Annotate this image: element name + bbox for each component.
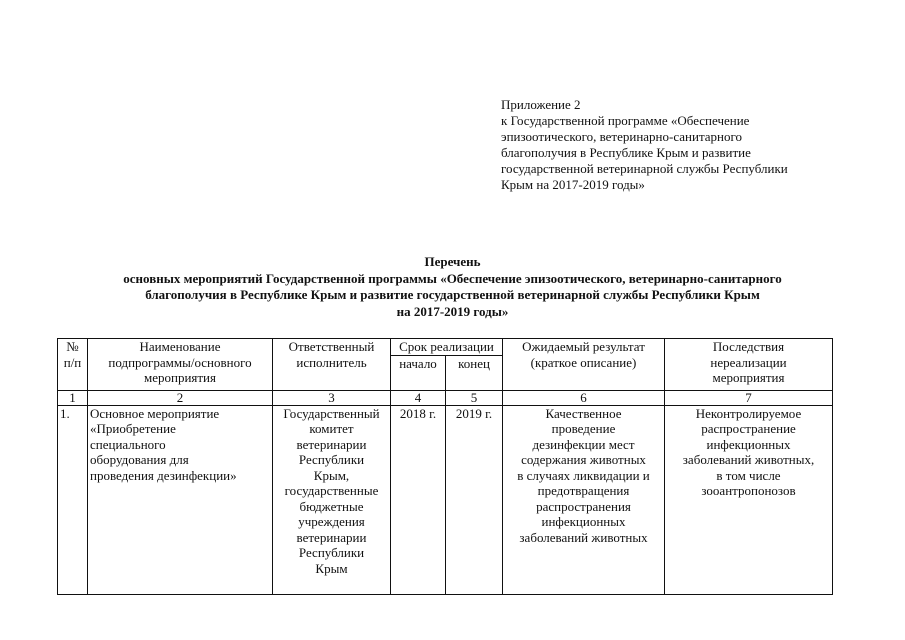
row-executor-line: комитет — [309, 421, 354, 436]
row-num: 1. — [58, 405, 88, 594]
row-executor-line: ветеринарии — [296, 436, 367, 452]
row-executor-line: Республики — [298, 545, 365, 560]
header-consequences-line: Последствия — [712, 339, 785, 354]
header-period: Срок реализации — [391, 339, 503, 356]
row-start: 2018 г. — [391, 405, 446, 594]
document-title — [40, 254, 865, 320]
title-line: благополучия в Республике Крым и развитие государственной ветеринарной службы Республики Крым — [145, 287, 760, 302]
title-line: Перечень — [424, 254, 481, 269]
row-name-line: Основное мероприятие — [90, 405, 220, 421]
header-name-line: Наименование — [139, 339, 221, 354]
row-consequences-line: зооантропонозов — [701, 483, 796, 498]
header-name-line: мероприятия — [143, 370, 216, 385]
row-name-line: «Приобретение — [90, 421, 176, 436]
header-name — [88, 339, 273, 391]
appendix-line: государственной ветеринарной службы Республики — [501, 161, 788, 176]
header-executor-line: исполнитель — [296, 354, 367, 370]
title-line: на 2017-2019 годы» — [396, 303, 509, 319]
row-consequences-line: распространение — [701, 421, 796, 436]
row-executor — [273, 405, 391, 594]
header-row — [58, 339, 833, 356]
header-executor-line: Ответственный — [288, 339, 375, 354]
row-executor-line: государственные — [284, 483, 379, 498]
row-consequences-line: заболеваний животных, — [682, 452, 815, 467]
header-start: начало — [391, 355, 446, 390]
header-end: конец — [446, 355, 503, 390]
header-executor — [273, 339, 391, 391]
row-consequences-line: в том числе — [716, 467, 781, 483]
row-result-line: дезинфекции мест — [532, 436, 635, 452]
row-result-line: Качественное — [545, 405, 622, 421]
column-number: 6 — [503, 390, 665, 405]
row-name — [88, 405, 273, 594]
row-executor-line: учреждения — [298, 514, 365, 529]
appendix-note — [501, 97, 861, 193]
row-result-line: заболеваний животных — [519, 529, 648, 545]
row-end: 2019 г. — [446, 405, 503, 594]
row-result-line: предотвращения — [537, 483, 630, 498]
row-name-line: проведения дезинфекции» — [90, 467, 237, 483]
column-number-row — [58, 390, 833, 405]
header-num-line: № — [66, 339, 79, 354]
column-number: 1 — [58, 390, 88, 405]
header-result-line: Ожидаемый результат — [522, 339, 645, 354]
header-result — [503, 339, 665, 391]
row-consequences-line: Неконтролируемое — [695, 405, 802, 421]
header-consequences-line: нереализации — [710, 354, 787, 370]
row-result — [503, 405, 665, 594]
row-executor-line: Крым — [315, 560, 348, 576]
header-consequences — [665, 339, 833, 391]
row-result-line: проведение — [551, 421, 616, 436]
header-consequences-line: мероприятия — [712, 370, 785, 385]
row-executor-line: ветеринарии — [296, 529, 367, 545]
row-name-line: оборудования для — [90, 452, 189, 467]
appendix-line: благополучия в Республике Крым и развитие — [501, 145, 751, 160]
appendix-line: к Государственной программе «Обеспечение — [501, 113, 750, 128]
appendix-line: Приложение 2 — [501, 97, 581, 112]
title-line: основных мероприятий Государственной программы «Обеспечение эпизоотического, ветеринарно-санитарного — [123, 270, 782, 286]
row-consequences-line: инфекционных — [706, 436, 791, 452]
column-number: 5 — [446, 390, 503, 405]
row-name-line: специального — [90, 436, 166, 452]
column-number: 3 — [273, 390, 391, 405]
header-name-line: подпрограммы/основного — [108, 354, 252, 370]
column-number: 2 — [88, 390, 273, 405]
header-num — [58, 339, 88, 391]
header-result-line: (краткое описание) — [530, 354, 637, 370]
appendix-line: эпизоотического, ветеринарно-санитарного — [501, 129, 743, 144]
appendix-line: Крым на 2017-2019 годы» — [501, 177, 645, 192]
row-executor-line: бюджетные — [299, 498, 364, 514]
table-row — [58, 405, 833, 594]
row-consequences — [665, 405, 833, 594]
row-result-line: распространения — [536, 498, 631, 514]
column-number: 4 — [391, 390, 446, 405]
row-result-line: в случаях ликвидации и — [517, 467, 650, 483]
row-executor-line: Государственный — [283, 405, 380, 421]
row-executor-line: Крым, — [313, 467, 350, 483]
row-result-line: содержания животных — [521, 452, 646, 467]
row-result-line: инфекционных — [541, 514, 626, 529]
column-number: 7 — [665, 390, 833, 405]
header-num-line: п/п — [63, 354, 82, 370]
row-executor-line: Республики — [298, 452, 365, 467]
measures-table — [57, 338, 833, 595]
